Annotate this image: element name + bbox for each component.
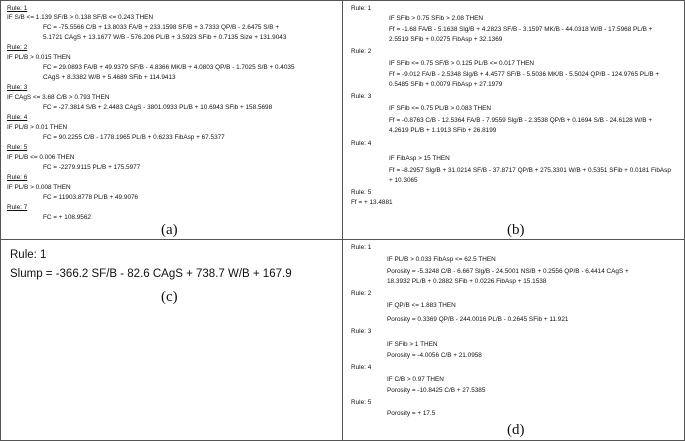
panel-a-line: FC = -75.5566 C/B + 13.8033 FA/B + 233.1598 SF/B + 3.7333 QP/B - 2.6475 S/B + xyxy=(43,24,280,31)
panel-b-line: Rule: 5 xyxy=(351,189,372,196)
panel-a-line: FC = 11903.8778 PL/B + 49.9076 xyxy=(43,194,139,201)
panel-a-label: (a) xyxy=(161,222,178,238)
panel-d-line: Rule: 1 xyxy=(351,244,372,251)
panel-b-line: Ff = -8.2957 Slg/B + 31.0214 SF/B - 37.8717 QP/B + 275.3301 W/B + 0.5351 SFib + 0.0181 FibAsp xyxy=(389,167,671,174)
panel-d-line: Porosity = 0.3369 QP/B - 244.0016 PL/B - 0.2645 SFib + 11.921 xyxy=(387,316,569,323)
panel-a-line: IF PL/B > 0.008 THEN xyxy=(7,184,71,191)
panel-a-line: Rule: 4 xyxy=(7,114,28,121)
panel-a-line: IF PL/B > 0.015 THEN xyxy=(7,54,71,61)
panel-a-line: FC = -27.3814 S/B + 2.4483 CAgS - 3801.0933 PL/B + 10.6943 SFib + 158.5698 xyxy=(43,104,273,111)
panel-b-line: Ff = -0.8763 C/B - 12.5364 FA/B - 7.9559 Slg/B - 2.3538 QP/B + 0.1694 S/B - 24.6128 W/B + xyxy=(389,117,653,124)
panel-b-line: Ff = -9.012 FA/B - 2.5348 Slg/B + 4.4577 SF/B - 5.5036 MK/B - 5.5024 QP/B - 124.9765 PL/B + xyxy=(389,71,660,78)
panel-a-line: 5.1721 CAgS + 13.1677 W/B - 576.206 PL/B + 3.5923 SFib + 0.7135 Size + 131.9043 xyxy=(43,34,287,41)
panel-d-line: IF QP/B <= 1.883 THEN xyxy=(387,302,456,309)
panel-a-line: FC = + 108.9562 xyxy=(43,214,91,221)
panel-b-line: Ff = -1.68 FA/B - 5.1638 Slg/B + 4.2823 SF/B - 3.1597 MK/B - 44.0318 W/B - 17.5968 PL/B + xyxy=(389,26,653,33)
panel-d-line: Porosity = -10.8425 C/B + 27.5385 xyxy=(387,387,486,394)
panel-a-line: IF CAgS <= 3.68 C/B > 0.793 THEN xyxy=(7,94,110,101)
panel-a-line: Rule: 3 xyxy=(7,84,28,91)
panel-a-line: CAgS + 8.3382 W/B + 5.4689 SFib + 114.9413 xyxy=(43,74,176,81)
panel-d-line: Porosity = -5.3248 C/B - 6.667 Slg/B - 24.5001 NS/B + 0.2556 QP/B - 6.4414 CAgS + xyxy=(387,268,629,275)
panel-d-line: Rule: 3 xyxy=(351,328,372,335)
panel-d xyxy=(342,239,685,441)
panel-d-line: Rule: 5 xyxy=(351,399,372,406)
panel-b-line: Rule: 4 xyxy=(351,140,372,147)
panel-a xyxy=(0,0,343,240)
panel-b-line: 0.5485 SFib + 0.0079 FibAsp + 27.1979 xyxy=(389,81,503,88)
panel-a-line: Rule: 2 xyxy=(7,44,28,51)
panel-c xyxy=(0,239,343,441)
panel-c-rule: Rule: 1 xyxy=(10,249,47,261)
panel-a-line: FC = -2279.9115 PL/B + 175.5977 xyxy=(43,164,141,171)
panel-b-line: IF SFib <= 0.75 PL/B > 0.083 THEN xyxy=(389,105,492,112)
panel-a-line: Rule: 6 xyxy=(7,174,28,181)
panel-c-equation: Slump = -366.2 SF/B - 82.6 CAgS + 738.7 W/B + 167.9 xyxy=(10,268,292,280)
panel-b-line: IF SFib > 0.75 SFib > 2.08 THEN xyxy=(389,15,484,22)
panel-d-label: (d) xyxy=(507,422,525,438)
panel-d-line: IF SFib > 1 THEN xyxy=(387,341,438,348)
panel-b-line: 4.2619 PL/B + 1.1913 SFib + 26.8199 xyxy=(389,127,497,134)
panel-d-line: 18.3932 PL/B + 0.2882 SFib + 0.0226 FibAsp + 15.1538 xyxy=(387,278,547,285)
panel-b-line: 2.5519 SFib + 0.0275 FibAsp + 32.1369 xyxy=(389,36,503,43)
panel-b-label: (b) xyxy=(507,222,525,238)
panel-a-line: IF PL/B <= 0.006 THEN xyxy=(7,154,75,161)
panel-b-line: Ff = + 13.4881 xyxy=(351,199,393,206)
panel-a-line: IF S/B <= 1.139 SF/B > 0.138 SF/B <= 0.243 THEN xyxy=(7,14,154,21)
panel-d-line: Porosity = + 17.5 xyxy=(387,410,436,417)
panel-b-line: Rule: 2 xyxy=(351,48,372,55)
panel-a-line: IF PL/B > 0.01 THEN xyxy=(7,124,68,131)
panel-d-line: Rule: 4 xyxy=(351,364,372,371)
panel-a-line: FC = 29.0893 FA/B + 49.9379 SF/B - 4.8366 MK/B + 4.0803 QP/B - 1.7025 S/B + 0.4035 xyxy=(43,64,295,71)
panel-a-line: Rule: 7 xyxy=(7,204,28,211)
panel-d-line: IF C/B > 0.97 THEN xyxy=(387,376,444,383)
panel-d-line: Porosity = -4.0056 C/B + 21.0958 xyxy=(387,352,482,359)
panel-c-label: (c) xyxy=(161,289,178,305)
panel-d-line: Rule: 2 xyxy=(351,290,372,297)
panel-b-line: + 10.3065 xyxy=(389,177,418,184)
panel-b-line: Rule: 1 xyxy=(351,5,372,12)
panel-b-line: Rule: 3 xyxy=(351,93,372,100)
panel-b-line: IF SFib <= 0.75 SF/B > 0.125 PL/B <= 0.017 THEN xyxy=(389,60,534,67)
panel-a-line: Rule: 5 xyxy=(7,144,28,151)
panel-d-line: IF PL/B > 0.033 FibAsp <= 62.5 THEN xyxy=(387,256,496,263)
panel-b xyxy=(342,0,685,240)
panel-a-line: FC = 90.2255 C/B - 1778.1965 PL/B + 0.6233 FibAsp + 67.5377 xyxy=(43,134,225,141)
panel-a-line: Rule: 1 xyxy=(7,5,28,12)
panel-b-line: IF FibAsp > 15 THEN xyxy=(389,155,450,162)
